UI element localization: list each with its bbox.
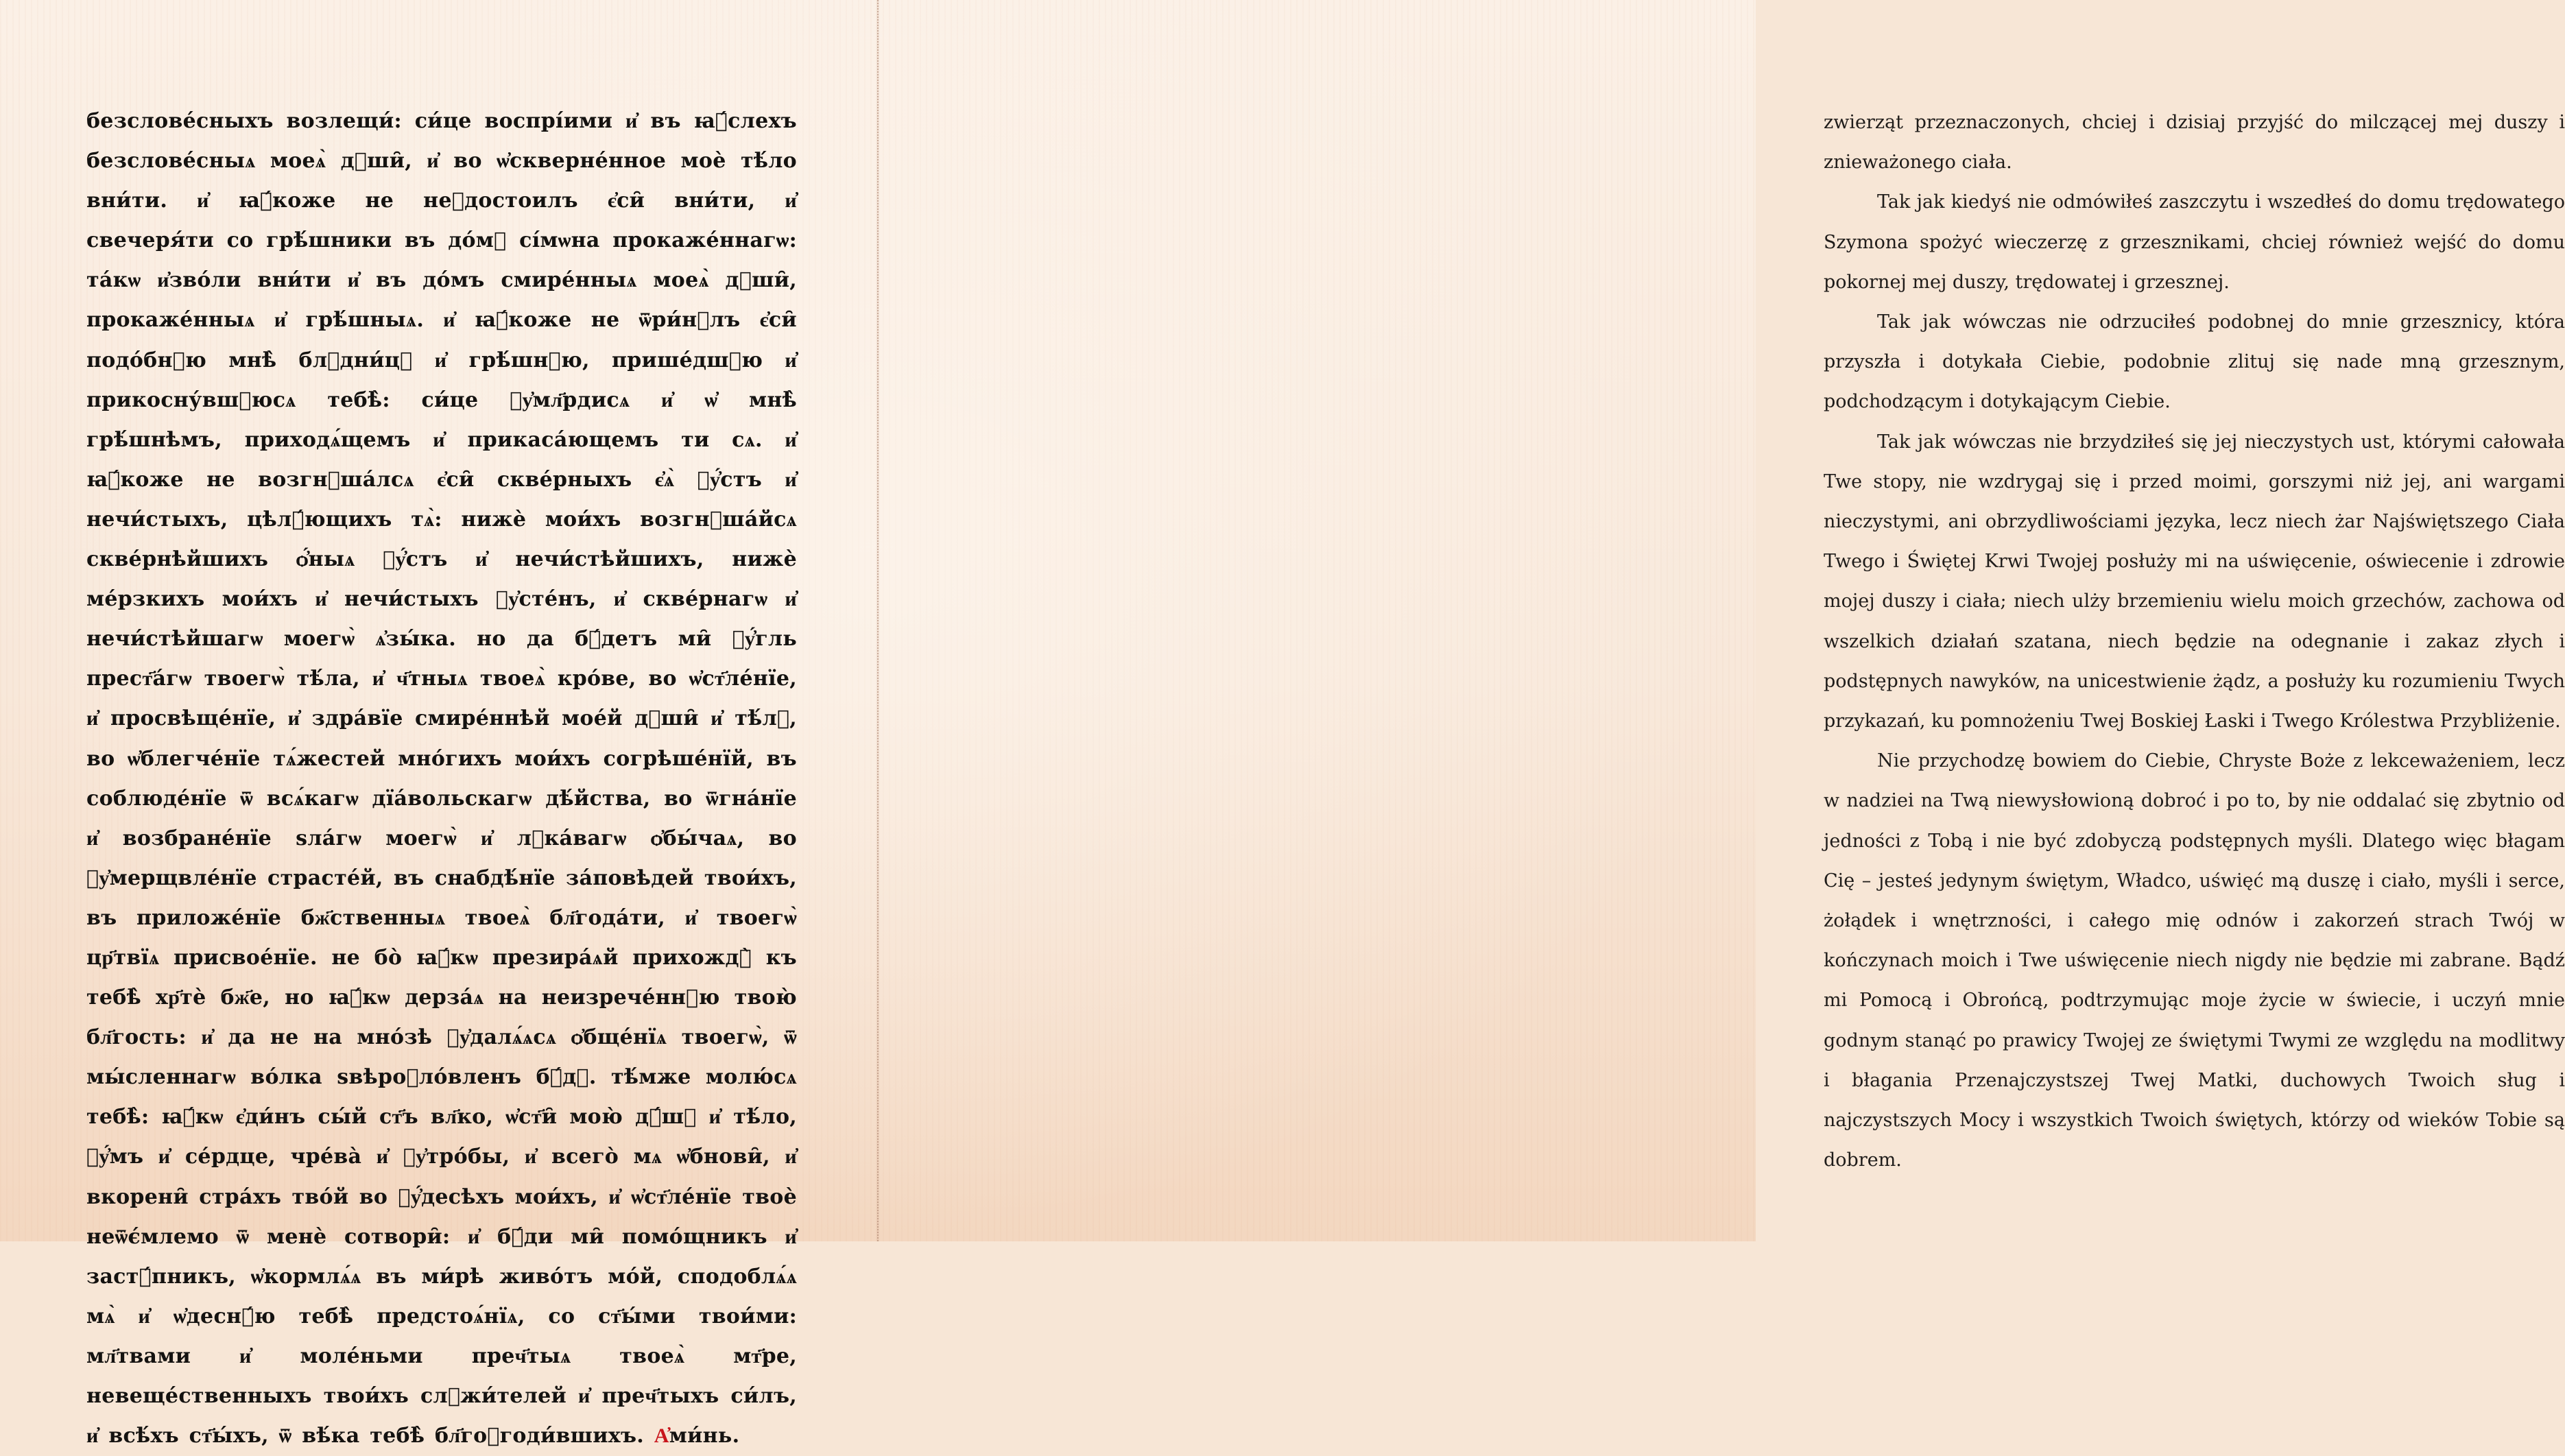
slavonic-body: безслове́сныхъ возлещи́: си́це воспрі́ими и҆ въ ꙗ҆́слехъ безслове́сныѧ моеѧ̀ дꙋши̑, и҆ во ѡ҆скверне́нное моѐ тѣ́ло вни́ти. и҆ ꙗ҆́коже не неꙋдостоилъ є҆си̑ вни́ти, и҆ свечеря́ти со грѣ́шники въ до́мꙋ сі́мѡна прокаже́ннагѡ: та́кѡ и҆зво́ли вни́ти и҆ въ до́мъ смире́нныѧ моеѧ̀ дꙋши̑, прокаже́нныѧ и҆ грѣ́шныѧ. и҆ ꙗ҆́коже не ѿри́нꙋлъ є҆си̑ подо́бнꙋю мнѣ̀ блꙋдни́цꙋ и҆ грѣ́шнꙋю, прише́дшꙋю и҆ прикосну́вшꙋюсѧ тебѣ̀: си́це ᲂу҆мл҃рдисѧ и҆ ѡ҆ мнѣ̀ грѣ́шнѣмъ, приходѧ́щемъ и҆ прикаса́ющемъ ти сѧ. и҆ ꙗ҆́коже не возгнꙋша́лсѧ є҆си̑ скве́рныхъ є҆ѧ̀ ᲂу҆́стъ и҆ нечи́стыхъ, цѣлꙋ́ющихъ тѧ̀: нижѐ мои́хъ возгнꙋша́йсѧ скве́рнѣйшихъ ѻ҆́ныѧ ᲂу҆́стъ и҆ нечи́стѣйшихъ, нижѐ ме́рзкихъ мои́хъ и҆ нечи́стыхъ ᲂу҆сте́нъ, и҆ скве́рнагѡ и҆ нечи́стѣйшагѡ моегѡ̀ ѧ҆зы́ка. но да бꙋ́детъ ми̑ ᲂу҆́гль прест҃а́гѡ твоегѡ̀ тѣ́ла, и҆ ч҃тныѧ твоеѧ̀ кро́ве, во ѡ҆ст҃ле́нїе, и҆ просвѣще́нїе, и҆ здра́вїе смире́ннѣй мое́й дꙋши̑ и҆ тѣ́лꙋ, во ѡ҆блегче́нїе тѧ́жестей мно́гихъ мои́хъ согрѣше́нїй, въ соблюде́нїе ѿ всѧ́кагѡ дїа́вольскагѡ дѣ́йства, во ѿгна́нїе и҆ возбране́нїе ѕла́гѡ моегѡ̀ и҆ лꙋка́вагѡ ѻ҆бы́чаѧ, во ᲂу҆мерщвле́нїе страсте́й, въ снабдѣ́нїе за́повѣдей твои́хъ, въ приложе́нїе бж҃ственныѧ твоеѧ̀ бл҃года́ти, и҆ твоегѡ̀ цр҃твїѧ присвое́нїе. не бо̀ ꙗ҆́кѡ презира́ѧй прихождꙋ̀ къ тебѣ̀ хр҃тѐ бж҃е, но ꙗ҆́кѡ дерза́ѧ на неизрече́ннꙋю твою̀ бл҃гость: и҆ да не на мно́зѣ ᲂу҆далѧ́ѧсѧ ѻ҆бще́нїѧ твоегѡ̀, ѿ мы́сленнагѡ во́лка ѕвѣроꙋло́вленъ бꙋ́дꙋ. тѣ́мже молю́сѧ тебѣ̀: ꙗ҆́кѡ є҆ди́нъ сы́й ст҃ъ вл҃ко, ѡ҆ст҃и̑ мою̀ дꙋ́шꙋ и҆ тѣ́ло, ᲂу҆́мъ и҆ се́рдце, чре́ва̀ и҆ ᲂу҆тро́бы, и҆ всего̀ мѧ ѡ҆бнови̑, и҆ вкорени̑ стра́хъ тво́й во ᲂу҆́десѣхъ мои́хъ, и҆ ѡ҆ст҃ле́нїе твоѐ неѿє́млемо ѿ менѐ сотвори̑: и҆ бꙋ́ди ми̑ помо́щникъ и҆ застꙋ́пникъ, ѡ҆кормлѧ́ѧ въ ми́рѣ живо́тъ мо́й, сподоблѧ́ѧ мѧ̀ и҆ ѡ҆деснꙋ́ю тебѣ̀ предстоѧ́нїѧ, со ст҃ы́ми твои́ми: мл҃твами и҆ моле́ньми преч҃тыѧ твоеѧ̀ мт҃ре, невеще́ственныхъ твои́хъ слꙋжи́телей и҆ преч҃тыхъ си́лъ, и҆ всѣ́хъ ст҃ы́хъ, ѿ вѣ́ка тебѣ̀ бл҃гоꙋгоди́вшихъ. [86,109,797,1448]
paragraph: Nie przychodzę bowiem do Ciebie, Chryste Boże z lekceważeniem, lecz w nadziei na Twą niewysłowioną dobroć i po to, by nie oddalać się zbytnio od jedności z Tobą i nie być zdobyczą podstępnych myśli. Dlatego więc błagam Cię – jesteś jedynym świętym, Władco, uświęć mą duszę i ciało, myśli i serce, żołądek i wnętrzności, i całego mię odnów i zakorzeń strach Twój w kończynach moich i Twe uświęcenie niech nigdy nie będzie mi zabrane. Bądź mi Pomocą i Obrońcą, podtrzymując moje życie w świecie, i uczyń mnie godnym stanąć po prawicy Twojej ze świętymi Twymi ze względu na modlitwy i błagania Przenajczystszej Twej Matki, duchowych Twoich sług i najczystszych Mocy i wszystkich Twoich świętych, którzy od wieków Tobie są dobrem. [1824,750,2565,1171]
amen-red-initial: А҆ [654,1424,669,1448]
polish-translation [1824,103,2565,1180]
right-page-polish [878,0,2565,1241]
paragraph-continuation: zwierząt przeznaczonych, chciej i dzisiaj przyjść do milczącej mej duszy i znieważonego ciała. [1824,112,2565,174]
amen-rest: ми́нь. [669,1424,740,1448]
paragraph: Tak jak wówczas nie odrzuciłeś podobnej do mnie grzesznicy, która przyszła i dotykała Ciebie, podobnie zlituj się nade mną grzesznym, podchodzącym i dotykającym Ciebie. [1824,311,2565,413]
paragraph: Tak jak kiedyś nie odmówiłeś zaszczytu i wszedłeś do domu trędowatego Szymona spożyć wieczerzę z grzesznikami, chciej również wejść do domu pokornej mej duszy, trędowatej i grzesznej. [1824,191,2565,293]
slavonic-prayer-text [86,102,797,1456]
paragraph: Tak jak wówczas nie brzydziłeś się jej nieczystych ust, którymi całowała Twe stopy, nie wzdrygaj się i przed moimi, gorszymi niż jej, ani wargami nieczystymi, ani obrzydliwościami języka, lecz niech żar Najświętszego Ciała Twego i Świętej Krwi Twojej posłuży mi na uświęcenie, oświecenie i zdrowie mojej duszy i ciała; niech ulży brzemieniu wielu moich grzechów, zachowa od wszelkich działań szatana, niech będzie na odegnanie i zakaz złych i podstępnych nawyków, na unicestwienie żądz, a posłuży ku rozumieniu Twych przykazań, ku pomnożeniu Twej Boskiej Łaski i Twego Królestwa Przybliżenie. [1824,431,2565,732]
left-page-church-slavonic [0,0,878,1448]
